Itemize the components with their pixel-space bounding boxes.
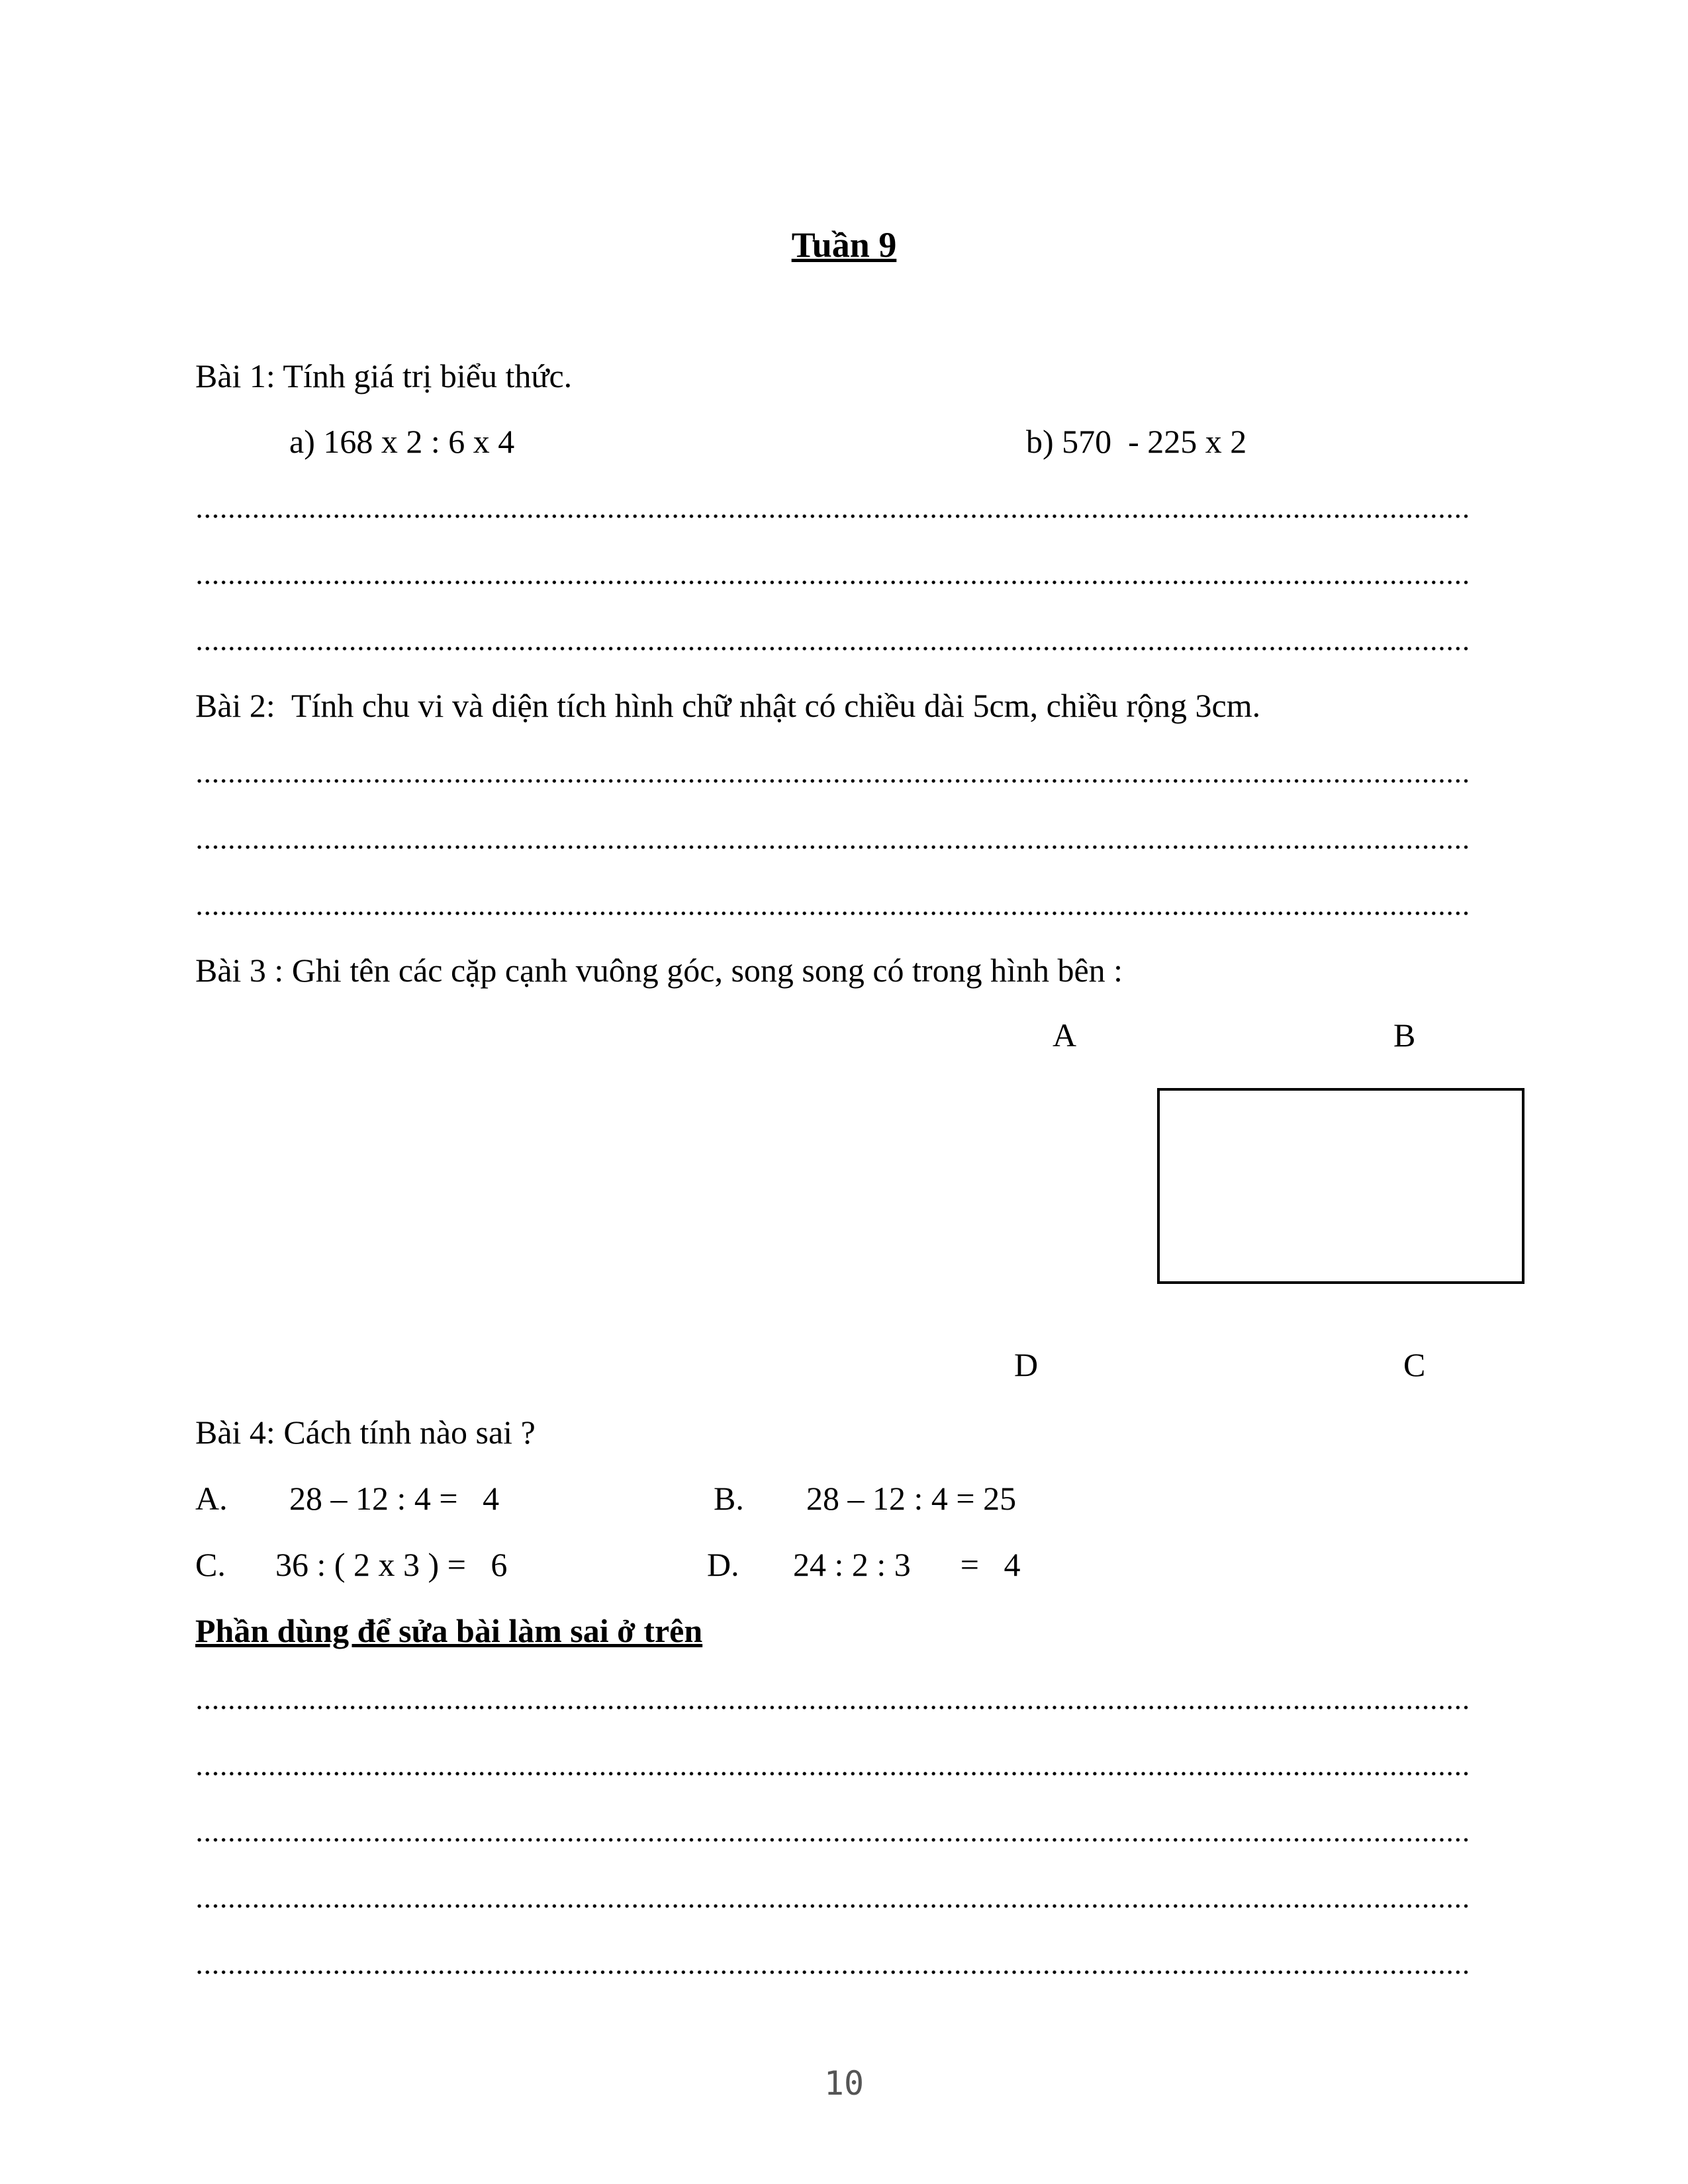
correction-heading: Phần dùng để sửa bài làm sai ở trên	[195, 1612, 703, 1649]
answer-line[interactable]	[195, 1969, 1470, 1976]
option-a-expr: 28 – 12 : 4 = 4	[289, 1480, 500, 1517]
bai1-prompt: Bài 1: Tính giá trị biểu thức.	[195, 357, 573, 394]
option-d-expr: 24 : 2 : 3 = 4	[793, 1546, 1021, 1583]
option-c-expr: 36 : ( 2 x 3 ) = 6	[275, 1546, 508, 1583]
vertex-label-a: A	[1053, 1017, 1077, 1054]
option-a-letter: A.	[195, 1480, 228, 1517]
answer-line[interactable]	[195, 1704, 1470, 1711]
answer-line[interactable]	[195, 513, 1470, 520]
answer-line[interactable]	[195, 778, 1470, 784]
answer-line[interactable]	[195, 645, 1470, 652]
option-c-letter: C.	[195, 1546, 226, 1583]
answer-line[interactable]	[195, 844, 1470, 850]
answer-line[interactable]	[195, 910, 1470, 917]
vertex-label-b: B	[1393, 1017, 1416, 1054]
bai1-part-b: b) 570 - 225 x 2	[1026, 423, 1247, 460]
vertex-label-d: D	[1014, 1346, 1039, 1383]
rectangle-abcd	[1157, 1088, 1524, 1284]
answer-line[interactable]	[195, 1837, 1470, 1843]
option-b-expr: 28 – 12 : 4 = 25	[806, 1480, 1017, 1517]
page-number: 10	[823, 2064, 865, 2103]
vertex-label-c: C	[1403, 1346, 1426, 1383]
answer-line[interactable]	[195, 579, 1470, 586]
page-title: Tuần 9	[791, 225, 897, 265]
answer-line[interactable]	[195, 1770, 1470, 1777]
bai1-part-a: a) 168 x 2 : 6 x 4	[289, 423, 515, 460]
answer-line[interactable]	[195, 1903, 1470, 1909]
bai2-prompt: Bài 2: Tính chu vi và diện tích hình chữ nhật có chiều dài 5cm, chiều rộng 3cm.	[195, 687, 1261, 724]
option-b-letter: B.	[714, 1480, 744, 1517]
bai3-prompt: Bài 3 : Ghi tên các cặp cạnh vuông góc, song song có trong hình bên :	[195, 952, 1123, 989]
bai4-prompt: Bài 4: Cách tính nào sai ?	[195, 1414, 536, 1451]
option-d-letter: D.	[707, 1546, 739, 1583]
